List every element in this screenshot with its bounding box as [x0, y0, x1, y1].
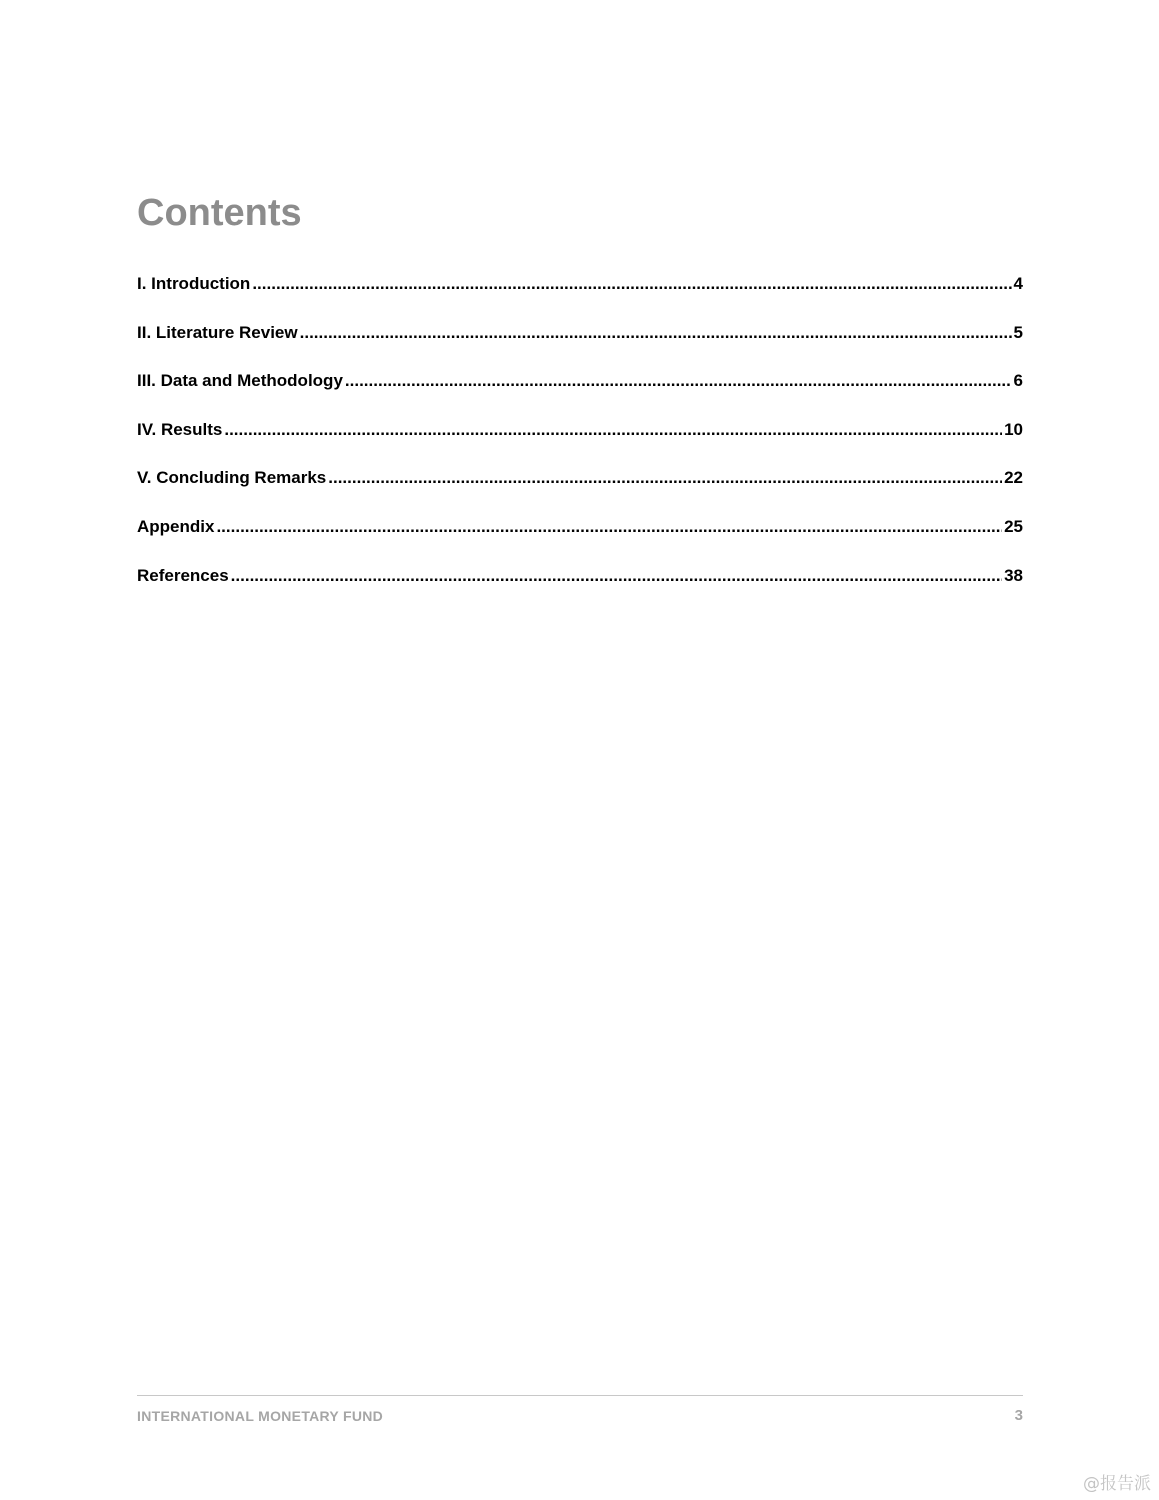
toc-entry-page: 5 [1013, 322, 1023, 342]
footer-divider [137, 1395, 1023, 1396]
toc-entry-results[interactable] [137, 418, 1023, 467]
toc-entry-title: References [137, 565, 229, 585]
page-title: Contents [137, 192, 302, 234]
footer-page-number: 3 [1014, 1407, 1023, 1424]
toc-entry-title: II. Literature Review [137, 322, 298, 342]
footer-organization: INTERNATIONAL MONETARY FUND [137, 1408, 384, 1424]
toc-entry-literature-review[interactable] [137, 321, 1023, 370]
toc-dot-leader [231, 564, 1002, 588]
toc-dot-leader [224, 418, 1002, 442]
toc-entry-data-and-methodology[interactable] [137, 369, 1023, 418]
toc-dot-leader [216, 515, 1002, 539]
toc-entry-appendix[interactable] [137, 515, 1023, 564]
toc-dot-leader [300, 321, 1012, 345]
toc-entry-page: 4 [1013, 274, 1023, 293]
toc-entry-title: Appendix [137, 516, 215, 536]
toc-entry-title: V. Concluding Remarks [137, 468, 327, 488]
toc-dot-leader [252, 272, 1011, 296]
watermark: @报告派 [1083, 1474, 1151, 1494]
toc-dot-leader [328, 466, 1002, 490]
toc-entry-title: I. Introduction [137, 274, 251, 293]
toc-entry-title: IV. Results [137, 419, 223, 439]
toc-entry-page: 38 [1004, 565, 1023, 585]
toc-entry-page: 22 [1004, 468, 1023, 488]
toc-entry-page: 25 [1004, 516, 1023, 536]
toc-entry-page: 6 [1013, 371, 1023, 391]
toc-entry-title: III. Data and Methodology [137, 371, 343, 391]
toc-entry-concluding-remarks[interactable] [137, 466, 1023, 515]
toc-entry-introduction[interactable] [137, 272, 1023, 321]
toc-entry-page: 10 [1004, 419, 1023, 439]
toc-dot-leader [345, 369, 1012, 393]
toc-entry-references[interactable] [137, 564, 1023, 613]
table-of-contents [137, 272, 1023, 612]
